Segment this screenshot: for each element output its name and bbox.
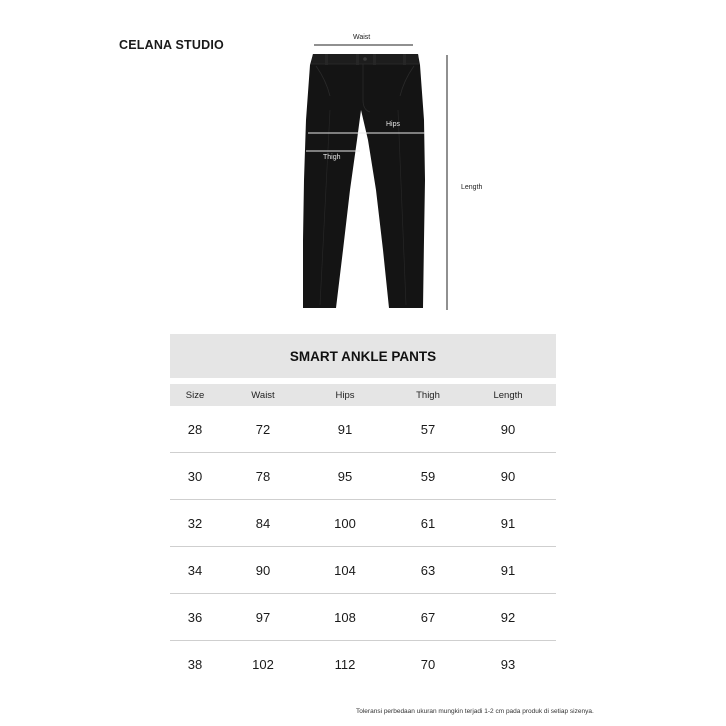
header-hips: Hips bbox=[335, 389, 355, 401]
brand-title: CELANA STUDIO bbox=[119, 38, 224, 52]
pants-silhouette bbox=[303, 54, 425, 308]
header-size: Size bbox=[185, 389, 205, 401]
table-row bbox=[170, 641, 556, 687]
cell-thigh: 59 bbox=[420, 468, 436, 484]
cell-hips: 95 bbox=[337, 468, 353, 484]
cell-length: 91 bbox=[500, 562, 516, 578]
cell-waist: 78 bbox=[255, 468, 271, 484]
cell-length: 92 bbox=[500, 609, 516, 625]
cell-waist: 72 bbox=[255, 421, 271, 437]
table-title: SMART ANKLE PANTS bbox=[170, 334, 556, 378]
cell-hips: 91 bbox=[337, 421, 353, 437]
header-length: Length bbox=[493, 389, 523, 401]
table-row bbox=[170, 547, 556, 594]
cell-size: 34 bbox=[187, 562, 203, 578]
cell-length: 90 bbox=[500, 421, 516, 437]
cell-size: 28 bbox=[187, 421, 203, 437]
thigh-label: Thigh bbox=[323, 154, 341, 161]
cell-length: 91 bbox=[500, 515, 516, 531]
cell-waist: 102 bbox=[252, 656, 274, 672]
cell-size: 38 bbox=[187, 656, 203, 672]
cell-thigh: 63 bbox=[420, 562, 436, 578]
pants-diagram bbox=[0, 0, 726, 330]
cell-size: 30 bbox=[187, 468, 203, 484]
cell-length: 90 bbox=[500, 468, 516, 484]
cell-waist: 90 bbox=[255, 562, 271, 578]
header-waist: Waist bbox=[251, 389, 275, 401]
cell-thigh: 57 bbox=[420, 421, 436, 437]
size-chart-table bbox=[170, 334, 556, 687]
header-thigh: Thigh bbox=[416, 389, 440, 401]
cell-hips: 108 bbox=[334, 609, 356, 625]
table-row bbox=[170, 594, 556, 641]
cell-thigh: 67 bbox=[420, 609, 436, 625]
cell-length: 93 bbox=[500, 656, 516, 672]
table-row bbox=[170, 453, 556, 500]
table-row bbox=[170, 406, 556, 453]
cell-size: 32 bbox=[187, 515, 203, 531]
length-label: Length bbox=[461, 184, 483, 191]
cell-waist: 84 bbox=[255, 515, 271, 531]
cell-hips: 112 bbox=[334, 656, 356, 672]
cell-hips: 104 bbox=[334, 562, 356, 578]
cell-thigh: 61 bbox=[420, 515, 436, 531]
cell-size: 36 bbox=[187, 609, 203, 625]
cell-hips: 100 bbox=[334, 515, 356, 531]
tolerance-note: Toleransi perbedaan ukuran mungkin terjadi 1-2 cm pada produk di setiap sizenya. bbox=[356, 708, 594, 715]
waist-label: Waist bbox=[353, 34, 371, 41]
table-row bbox=[170, 500, 556, 547]
hips-label: Hips bbox=[386, 121, 401, 128]
cell-waist: 97 bbox=[255, 609, 271, 625]
cell-thigh: 70 bbox=[420, 656, 436, 672]
table-header-row bbox=[170, 384, 556, 406]
